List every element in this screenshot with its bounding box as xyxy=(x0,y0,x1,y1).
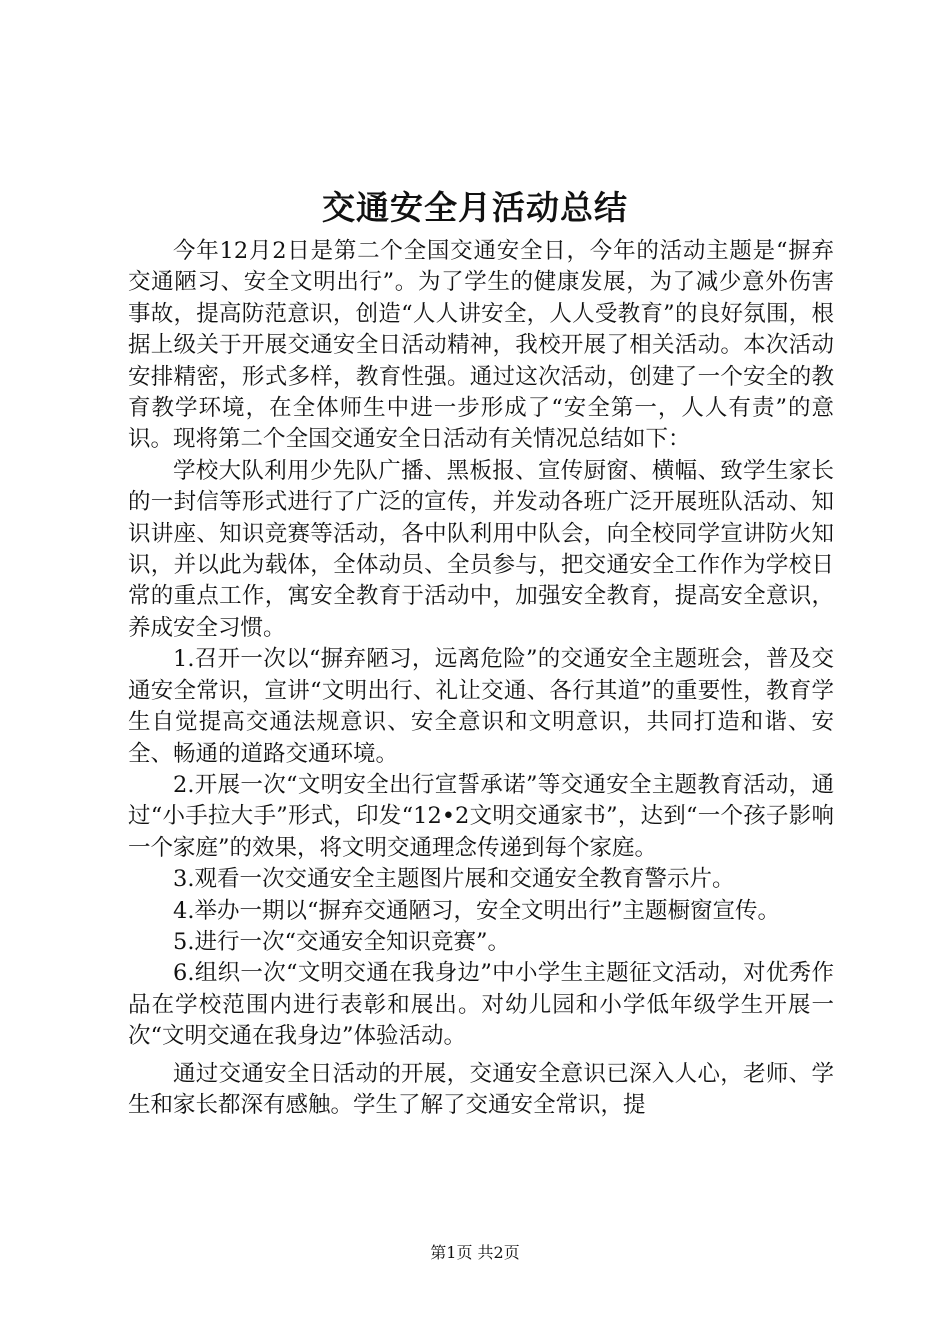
paragraph-conclusion: 通过交通安全日活动的开展，交通安全意识已深入人心，老师、学生和家长都深有感触。学生了解了交通安全常识，提 xyxy=(128,1060,834,1118)
paragraph-item-3: 3.观看一次交通安全主题图片展和交通安全教育警示片。 xyxy=(173,866,735,893)
paragraph-item-4: 4.举办一期以“摒弃交通陋习，安全文明出行”主题橱窗宣传。 xyxy=(173,897,780,924)
paragraph-publicity: 学校大队利用少先队广播、黑板报、宣传厨窗、横幅、致学生家长的一封信等形式进行了广泛的宣传，并发动各班广泛开展班队活动、知识讲座、知识竞赛等活动，各中队利用中队会，向全校同学宣讲防火知识，并以此为载体，全体动员、全员参与，把交通安全工作作为学校日常的重点工作，寓安全教育于活动中，加强安全教育，提高安全意识，养成安全习惯。 xyxy=(128,457,834,641)
paragraph-item-2: 2.开展一次“文明安全出行宣誓承诺”等交通安全主题教育活动，通过“小手拉大手”形式，印发“12•2文明交通家书”，达到“一个孩子影响一个家庭”的效果，将文明交通理念传递到每个家庭。 xyxy=(128,771,834,861)
document-body xyxy=(128,236,834,1121)
paragraph-item-5: 5.进行一次“交通安全知识竞赛”。 xyxy=(173,928,510,955)
document-title: 交通安全月活动总结 xyxy=(322,188,628,227)
paragraph-item-1: 1.召开一次以“摒弃陋习，远离危险”的交通安全主题班会，普及交通安全常识，宣讲“文明出行、礼让交通、各行其道”的重要性，教育学生自觉提高交通法规意识、安全意识和文明意识，共同打造和谐、安全、畅通的道路交通环境。 xyxy=(128,646,834,767)
page-number-footer: 第1页 共2页 xyxy=(430,1243,520,1262)
paragraph-item-6: 6.组织一次“文明交通在我身边”中小学生主题征文活动，对优秀作品在学校范围内进行表彰和展出。对幼儿园和小学低年级学生开展一次“文明交通在我身边”体验活动。 xyxy=(128,960,834,1050)
paragraph-intro: 今年12月2日是第二个全国交通安全日，今年的活动主题是“摒弃交通陋习、安全文明出行”。为了学生的健康发展，为了减少意外伤害事故，提高防范意识，创造“人人讲安全，人人受教育”的良好氛围，根据上级关于开展交通安全日活动精神，我校开展了相关活动。本次活动安排精密，形式多样，教育性强。通过这次活动，创建了一个安全的教育教学环境，在全体师生中进一步形成了“安全第一，人人有责”的意识。现将第二个全国交通安全日活动有关情况总结如下： xyxy=(128,238,834,453)
